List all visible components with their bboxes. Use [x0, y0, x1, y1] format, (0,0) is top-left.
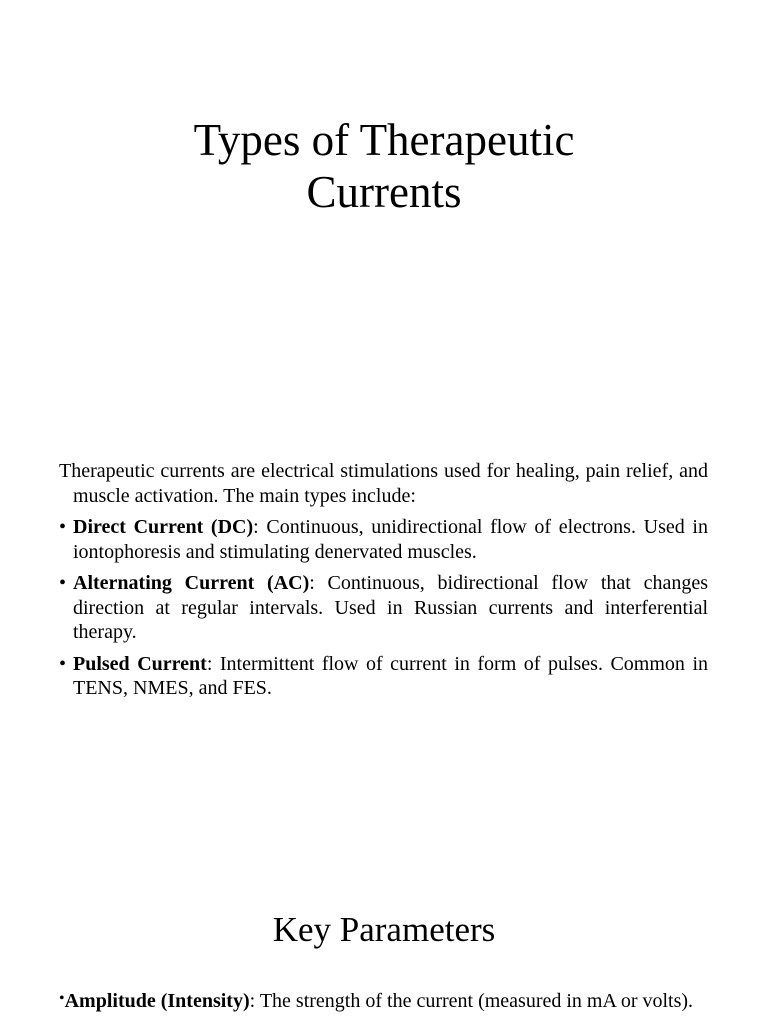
parameter-term: Amplitude (Intensity) — [64, 990, 250, 1012]
bullet-text: : Continuous, unidirectional flow of electrons. Used in iontophoresis and stimulating denervated muscles. — [73, 516, 708, 563]
slide-body — [59, 459, 708, 708]
list-item-direct-current — [59, 515, 708, 564]
current-types-list — [59, 515, 708, 701]
list-item-pulsed-current — [59, 652, 708, 701]
slide-title — [0, 114, 768, 218]
bullet-term: Pulsed Current — [73, 652, 207, 675]
bullet-text: : Continuous, bidirectional flow that changes direction at regular intervals. Used in Russian currents and interferential therapy. — [73, 572, 708, 643]
bullet-term: Alternating Current (AC) — [73, 572, 310, 594]
section-title: Key Parameters — [272, 910, 496, 949]
list-item-alternating-current — [59, 571, 708, 645]
parameter-item-amplitude — [59, 985, 708, 1015]
bullet-term: Direct Current (DC) — [73, 516, 254, 538]
bullet-icon: • — [59, 516, 67, 538]
bullet-text: : Intermittent flow of current in form of pulses. Common in TENS, NMES, and FES. — [73, 652, 708, 699]
parameter-text: : The strength of the current (measured in mA or volts). — [249, 990, 694, 1012]
bullet-icon: • — [59, 652, 67, 675]
slide-title-line-2: Currents — [306, 167, 462, 217]
intro-paragraph: Therapeutic currents are electrical stimulations used for healing, pain relief, and muscle activation. The main types include: — [59, 460, 708, 507]
bullet-icon: • — [59, 572, 67, 594]
slide-title-line-1: Types of Therapeutic — [193, 115, 575, 165]
bullet-icon: • — [59, 990, 65, 1007]
